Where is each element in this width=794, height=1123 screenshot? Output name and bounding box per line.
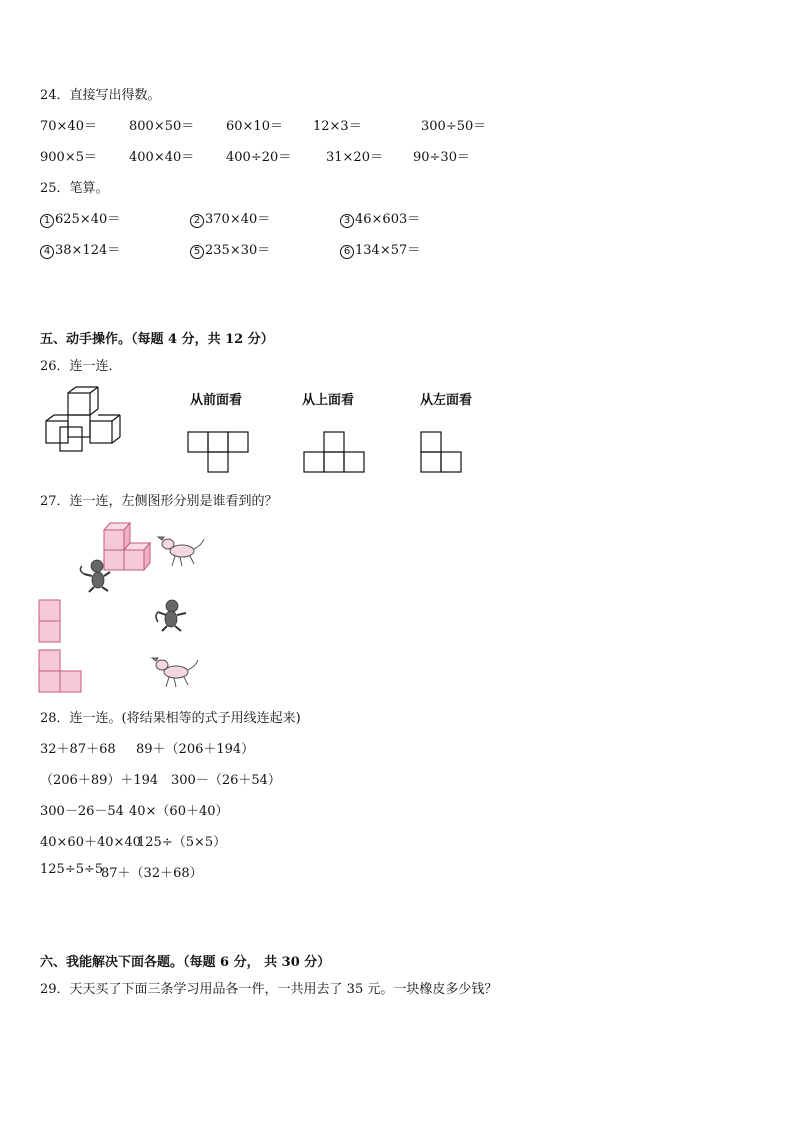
q24-r2-c2: 400×40＝ (129, 150, 195, 165)
q28-left-5: 125÷5÷5 (40, 862, 104, 877)
q24-r2-c5: 90÷30＝ (413, 150, 470, 165)
q28-right-1: 89＋（206＋194） (136, 742, 255, 757)
circled-number: 1 (40, 214, 54, 228)
q24-r1-c5: 300÷50＝ (421, 119, 487, 134)
label-front-view: 从前面看 (190, 393, 243, 408)
q28-right-3: 40×（60＋40） (129, 804, 229, 819)
q24-r1-c4: 12×3＝ (313, 119, 362, 134)
q25-expr: 235×30＝ (205, 243, 271, 258)
circled-number: 4 (40, 245, 54, 259)
q25-expr: 38×124＝ (55, 243, 121, 258)
section6-title: 六、我能解决下面各题。（每题 6 分， 共 30 分） (40, 955, 331, 970)
q26-title: 26．连一连． (40, 359, 122, 374)
q28-right-5: 87＋（32＋68） (101, 866, 203, 881)
q25-expr: 134×57＝ (355, 243, 421, 258)
q28-right-4: 125÷（5×5） (137, 835, 227, 850)
q29-title: 29．天天买了下面三条学习用品各一件，一共用去了 35 元。一块橡皮多少钱？ (40, 982, 498, 997)
section5-title: 五、动手操作。（每题 4 分，共 12 分） (40, 332, 274, 347)
q28-left-4: 40×60＋40×40 (40, 835, 141, 850)
q28-title: 28．连一连。(将结果相等的式子用线连起来) (40, 711, 301, 726)
label-left-view: 从左面看 (420, 393, 473, 408)
q24-r2-c3: 400÷20＝ (226, 150, 292, 165)
label-top-view: 从上面看 (302, 393, 355, 408)
q27-title: 27．连一连，左侧图形分别是谁看到的？ (40, 494, 278, 509)
circled-number: 5 (190, 245, 204, 259)
q25-expr: 46×603＝ (355, 212, 421, 227)
circled-number: 3 (340, 214, 354, 228)
q28-left-3: 300－26－54 (40, 804, 124, 819)
q28-left-2: （206＋89）＋194 (40, 773, 159, 788)
q25-expr: 625×40＝ (55, 212, 121, 227)
q25-expr: 370×40＝ (205, 212, 271, 227)
circled-number: 6 (340, 245, 354, 259)
q28-right-2: 300－（26＋54） (171, 773, 281, 788)
q24-r2-c4: 31×20＝ (326, 150, 383, 165)
q24-r1-c1: 70×40＝ (40, 119, 97, 134)
q24-title: 24．直接写出得数。 (40, 88, 161, 103)
q24-r1-c2: 800×50＝ (129, 119, 195, 134)
q25-title: 25．笔算。 (40, 181, 109, 196)
circled-number: 2 (190, 214, 204, 228)
q28-left-1: 32＋87＋68 (40, 742, 116, 757)
q24-r2-c1: 900×5＝ (40, 150, 97, 165)
q24-r1-c3: 60×10＝ (226, 119, 283, 134)
